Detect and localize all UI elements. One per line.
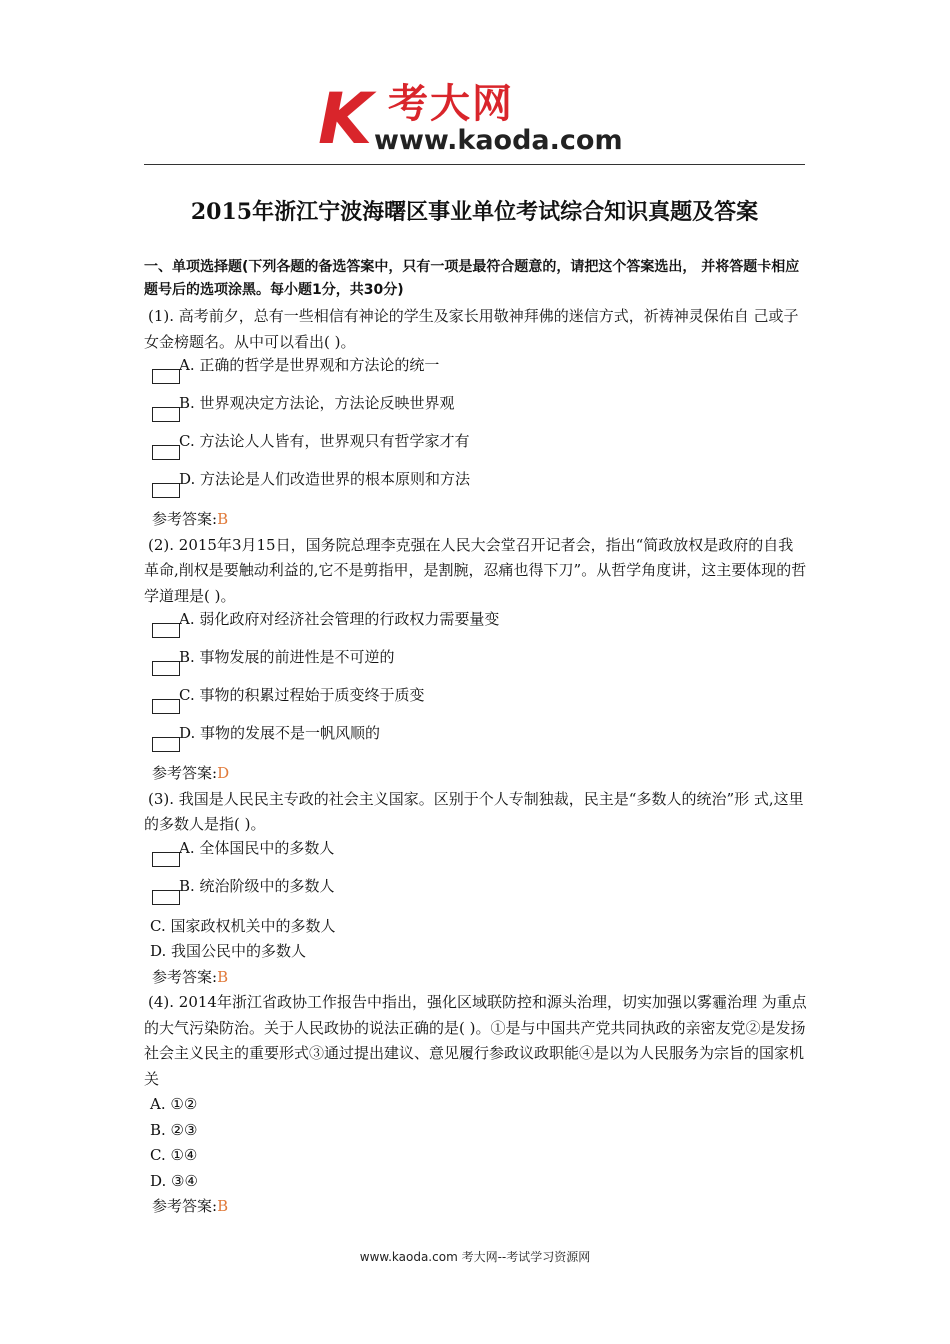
checkbox[interactable] bbox=[152, 699, 180, 714]
checkbox[interactable] bbox=[152, 483, 180, 498]
checkbox[interactable] bbox=[152, 445, 180, 460]
option-label: C. 事物的积累过程始于质变终于质变 bbox=[179, 686, 425, 704]
option-label: D. 我国公民中的多数人 bbox=[150, 942, 307, 960]
option-row[interactable] bbox=[144, 876, 807, 914]
answer-label: 参考答案: bbox=[152, 1197, 218, 1215]
option-row[interactable] bbox=[144, 355, 807, 393]
option-label: D. 方法论是人们改造世界的根本原则和方法 bbox=[179, 470, 471, 488]
option-row[interactable] bbox=[144, 393, 807, 431]
question-2: (2). 2015年3月15日，国务院总理李克强在人民大会堂召开记者会，指出“简政放权是政府的自我革命,削权是要触动利益的,它不是剪指甲，是割腕，忍痛也得下刀”。从哲学角度讲，这主要体现的哲学道理是( )。 bbox=[144, 535, 807, 605]
option-label: D. 事物的发展不是一帆风顺的 bbox=[179, 724, 381, 742]
document-body bbox=[144, 256, 807, 1220]
reference-answer bbox=[144, 761, 807, 787]
answer-value: B bbox=[217, 1197, 229, 1215]
option-row[interactable] bbox=[144, 469, 807, 507]
reference-answer bbox=[144, 1194, 807, 1220]
option-row[interactable] bbox=[144, 647, 807, 685]
checkbox[interactable] bbox=[152, 407, 180, 422]
option-label: A. 正确的哲学是世界观和方法论的统一 bbox=[179, 356, 440, 374]
site-logo bbox=[318, 78, 638, 160]
answer-value: B bbox=[217, 967, 229, 986]
option-row[interactable] bbox=[144, 685, 807, 723]
option-label: A. 弱化政府对经济社会管理的行政权力需要量变 bbox=[179, 610, 500, 628]
answer-label: 参考答案: bbox=[152, 967, 218, 986]
logo-chinese-name: 考大网 bbox=[388, 81, 514, 127]
answer-label: 参考答案: bbox=[152, 764, 218, 782]
checkbox[interactable] bbox=[152, 852, 180, 867]
option-label: B. 统治阶级中的多数人 bbox=[179, 876, 335, 895]
header-divider bbox=[144, 164, 805, 165]
option-label: C. 国家政权机关中的多数人 bbox=[150, 916, 336, 935]
checkbox[interactable] bbox=[152, 890, 180, 905]
option-label: C. 方法论人人皆有，世界观只有哲学家才有 bbox=[179, 432, 470, 450]
reference-answer bbox=[144, 507, 807, 533]
question-3: (3). 我国是人民民主专政的社会主义国家。区别于个人专制独裁，民主是“多数人的统治”形 式,这里的多数人是指( )。 bbox=[144, 789, 804, 833]
option-label: C. ①④ bbox=[150, 1146, 198, 1164]
checkbox[interactable] bbox=[152, 661, 180, 676]
option-row[interactable] bbox=[144, 723, 807, 761]
question-4: (4). 2014年浙江省政协工作报告中指出，强化区域联防控和源头治理，切实加强以雾霾治理 为重点的大气污染防治。关于人民政协的说法正确的是( )。①是与中国共产党共同执政的亲密友党②是发扬社会主义民主的重要形式③通过提出建议、意见履行参政议政职能④是以为人民服务为宗旨的国家机关 bbox=[144, 993, 807, 1088]
option-row[interactable] bbox=[144, 609, 807, 647]
answer-value: B bbox=[217, 510, 229, 528]
section-heading: 一、单项选择题(下列各题的备选答案中，只有一项是最符合题意的，请把这个答案选出， 并将答题卡相应题号后的选项涂黑。每小题1分，共30分) bbox=[144, 259, 800, 298]
option-row[interactable] bbox=[144, 838, 807, 876]
logo-url: www.kaoda.com bbox=[374, 125, 623, 156]
option-label: A. 全体国民中的多数人 bbox=[179, 838, 335, 857]
checkbox[interactable] bbox=[152, 369, 180, 384]
option-label: B. ②③ bbox=[150, 1120, 198, 1139]
option-label: B. 事物发展的前进性是不可逆的 bbox=[179, 648, 395, 666]
option-label: B. 世界观决定方法论，方法论反映世界观 bbox=[179, 394, 455, 412]
option-label: D. ③④ bbox=[150, 1171, 198, 1190]
checkbox[interactable] bbox=[152, 623, 180, 638]
option-row[interactable] bbox=[144, 431, 807, 469]
answer-value: D bbox=[217, 764, 230, 782]
reference-answer bbox=[144, 965, 807, 991]
checkbox[interactable] bbox=[152, 737, 180, 752]
logo-k-mark: K bbox=[318, 78, 373, 160]
page-footer: www.kaoda.com 考大网--考试学习资源网 bbox=[359, 1250, 591, 1264]
document-title: 2015年浙江宁波海曙区事业单位考试综合知识真题及答案 bbox=[190, 199, 759, 225]
answer-label: 参考答案: bbox=[152, 510, 218, 528]
question-1: (1). 高考前夕，总有一些相信有神论的学生及家长用敬神拜佛的迷信方式，祈祷神灵保佑自 己或子女金榜题名。从中可以看出( )。 bbox=[144, 307, 799, 351]
option-label: A. ①② bbox=[150, 1095, 198, 1113]
